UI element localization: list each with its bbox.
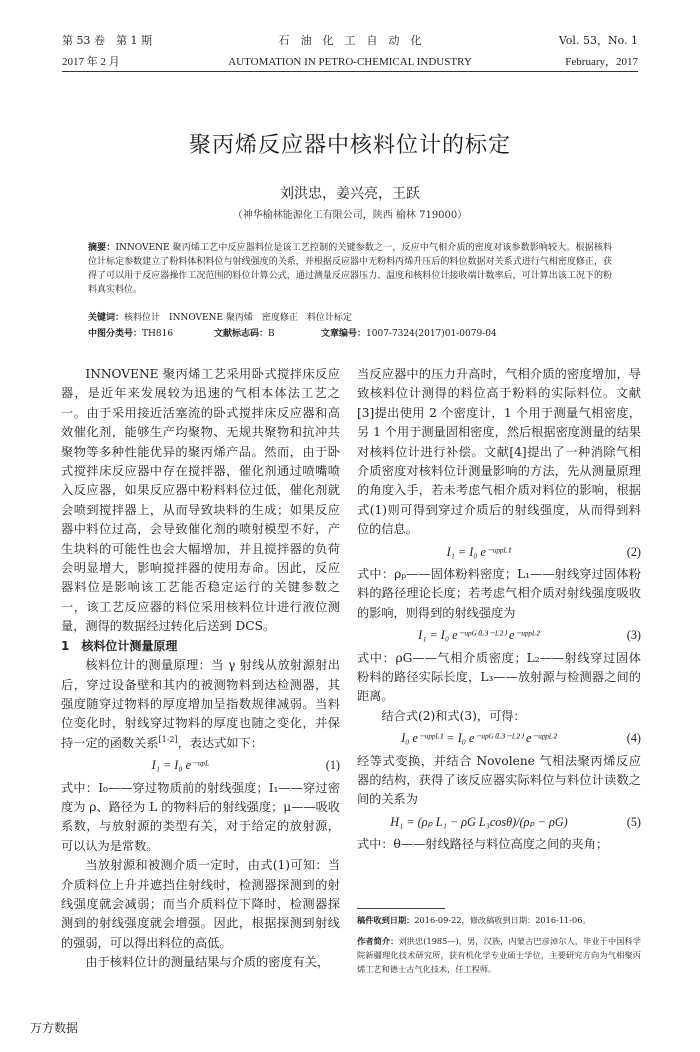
equation-4-formula: I₀ e⁻ᵘᵖᵖᴸ¹ = I₀ e⁻ᵘᵖᴳ⁽ᴸ³⁻ᴸ²⁾ e⁻ᵘᵖᵖᴸ² xyxy=(401,731,557,746)
equation-4 xyxy=(357,729,641,748)
where-clause-2: 式中：ρₚ——固体粉料密度；L₁——射线穿过固体粉料的路径理论长度；若考虑气相介质对射线强度吸收的影响，则得到的射线强度为 xyxy=(357,567,641,620)
paragraph-3: 由于核料位计的测量结果与介质的密度有关， xyxy=(85,955,330,970)
volume-issue-en: Vol. 53，No. 1 xyxy=(558,34,638,47)
intro-paragraph: INNOVENE 聚丙烯工艺采用卧式搅拌床反应器，是近年来发展较为迅速的气相本体法工艺之一。由于采用接近活塞流的卧式搅拌床反应器和高效催化剂，能够生产均聚物、无规共聚物和抗冲共聚物等多种性能优异的聚丙烯产品。然而，由于卧式搅拌床反应器中存在搅拌器，催化剂通过喷嘴喷入反应器，如果反应器中粉料料位过低，催化剂就会喷到搅拌器上，从而导致块料的生成；如果反应器中料位过高，会导致催化剂的喷射模型不好，产生块料的可能性也会大幅增加，并且搅拌器的负荷会明显增大，影响搅拌器的使用寿命。因此，反应器料位是影响该工艺能否稳定运行的关键参数之一，该工艺反应器的料位采用核料位计进行液位测量，测得的数据经过转化后送到 DCS。 xyxy=(61,367,340,634)
equation-4-number: (4) xyxy=(626,731,641,746)
abstract-label: 摘要： xyxy=(88,243,116,253)
right-column xyxy=(357,365,641,855)
equation-1 xyxy=(61,756,340,775)
equation-2-number: (2) xyxy=(626,544,641,559)
author-list: 刘洪忠，姜兴亮，王跃 xyxy=(280,186,420,202)
right-paragraph-2: 经等式变换，并结合 Novolene 气相法聚丙烯反应器的结构，获得了该反应器实际料位与料位计读数之间的关系为 xyxy=(357,753,641,807)
doc-code-value: B xyxy=(268,329,275,339)
equation-3-number: (3) xyxy=(626,628,641,643)
where-clause-5: 式中：θ——射线路径与料位高度之间的夹角； xyxy=(357,837,609,852)
combine-line: 结合式(2)和式(3)，可得： xyxy=(381,708,526,723)
article-no-label: 文章编号： xyxy=(321,329,367,339)
clc-value: TH816 xyxy=(142,329,174,339)
volume-issue: 第 53 卷 第 1 期 xyxy=(62,34,152,47)
equation-1-formula: I₁ = I₀ e⁻ᵘᵖᴸ xyxy=(151,758,210,773)
abstract xyxy=(88,241,612,297)
affiliation: （神华榆林能源化工有限公司，陕西 榆林 719000） xyxy=(232,210,468,221)
principle-paragraph xyxy=(61,656,340,753)
equation-5-number: (5) xyxy=(626,814,641,829)
where-clause-3: 式中：ρG——气相介质密度；L₂——射线穿过固体粉料的路径实际长度，L₃——放射源与检测器之间的距离。 xyxy=(357,650,641,704)
keywords-label: 关键词： xyxy=(88,313,125,323)
paragraph-2: 当放射源和被测介质一定时，由式(1)可知：当介质料位上升并遮挡住射线时，检测器探测到的射线强度就会减弱；而当介质料位下降时，检测器探测到的射线强度就会增强。因此，根据探测到射线的强弱，可以得出料位的高低。 xyxy=(61,858,340,950)
equation-2 xyxy=(357,543,641,562)
equation-5 xyxy=(357,813,641,832)
keywords xyxy=(88,311,612,325)
keywords-text: 核料位计 INNOVENE 聚丙烯 密度修正 料位计标定 xyxy=(124,313,352,323)
right-paragraph-1: 当反应器中的压力升高时，气相介质的密度增加，导致核料位计测得的料位高于粉料的实际料位。文献[3]提出使用 2 个密度计，1 个用于测量气相密度，另 1 个用于测量固相密度，然后根据密度测量的结果对核料位计进行补偿。文献[4]提出了一种消除气相介质密度对核料位计测量影响的方法，先从测量原理的角度入手，若未考虑气相介质对料位的影响，根据式(1)则可得到穿过介质后的射线强度，从而得到料位的信息。 xyxy=(357,367,641,537)
equation-5-formula: H₁ = (ρₚ L₁ − ρG L₃cosθ)/(ρₚ − ρG) xyxy=(390,814,568,829)
principle-text-a: 核料位计的测量原理：当 γ 射线从放射源射出后，穿过设备壁和其内的被测物料到达检测器，其强度随穿过物料的厚度增加呈指数规律减弱。当料位变化时，射线穿过物料的厚度也随之变化，并保持一定的函数关系 xyxy=(61,658,340,750)
section-heading: 1 核料位计测量原理 xyxy=(61,638,178,653)
author-bio-label: 作者简介： xyxy=(357,936,399,946)
clc-label: 中图分类号： xyxy=(88,329,143,339)
equation-3 xyxy=(357,626,641,645)
received-text: 2016-09-22，修改稿收到日期：2016-11-06。 xyxy=(414,915,591,925)
equation-2-formula: I₁ = I₀ e⁻ᵘᵖᵖᴸ¹ xyxy=(446,544,512,559)
article-title: 聚丙烯反应器中核料位计的标定 xyxy=(188,133,511,158)
author-bio xyxy=(357,934,641,976)
doc-code-label: 文献标志码： xyxy=(214,329,269,339)
author-bio-text: 刘洪忠(1985—)，男，汉族，内蒙古巴彦淖尔人，毕业于中国科学院新疆理化技术研究所，获有机化学专业硕士学位，主要研究方向为气相聚丙烯工艺和德士古气化技术，任工程师。 xyxy=(357,936,641,974)
issue-date-en: February，2017 xyxy=(565,56,638,68)
equation-3-formula: I₁ = I₀ e⁻ᵘᵖᴳ⁽ᴸ³⁻ᴸ²⁾ e⁻ᵘᵖᵖᴸ² xyxy=(418,628,540,643)
issue-date: 2017 年 2 月 xyxy=(62,56,120,68)
principle-text-b: ，表达式如下： xyxy=(177,735,263,750)
where-clause-1: 式中：I₀——穿过物质前的射线强度；I₁——穿过密度为 ρ、路径为 L 的物料后的射线强度；μ——吸收系数，与放射源的类型有关，对于给定的放射源，可以认为是常数。 xyxy=(61,780,340,853)
citation-ref: [1-2] xyxy=(158,734,178,744)
watermark: 万方数据 xyxy=(30,1021,79,1035)
article-no-value: 1007-7324(2017)01-0079-04 xyxy=(366,329,497,339)
equation-1-number: (1) xyxy=(325,758,340,773)
journal-name-en: AUTOMATION IN PETRO-CHEMICAL INDUSTRY xyxy=(228,56,472,68)
journal-name-cn: 石 油 化 工 自 动 化 xyxy=(278,34,422,47)
received-label: 稿件收到日期： xyxy=(357,915,415,925)
footnote-rule xyxy=(357,908,445,909)
left-column xyxy=(61,365,340,973)
received-dates xyxy=(357,913,641,927)
header-rule xyxy=(62,71,638,72)
abstract-text: INNOVENE 聚丙烯工艺中反应器料位是该工艺控制的关键参数之一，反应中气相介质的密度对该参数影响较大。根据核料位计标定参数建立了粉料体积料位与射线强度的关系，并根据反应器中无粉料丙烯升压后的料位数据对关系式进行气相密度修正，获得了可以用于反应器操作工况范围的料位计算公式，通过测量反应器压力、温度和核料位计接收端计数率后，可计算出该工况下的粉料真实料位。 xyxy=(88,243,612,295)
